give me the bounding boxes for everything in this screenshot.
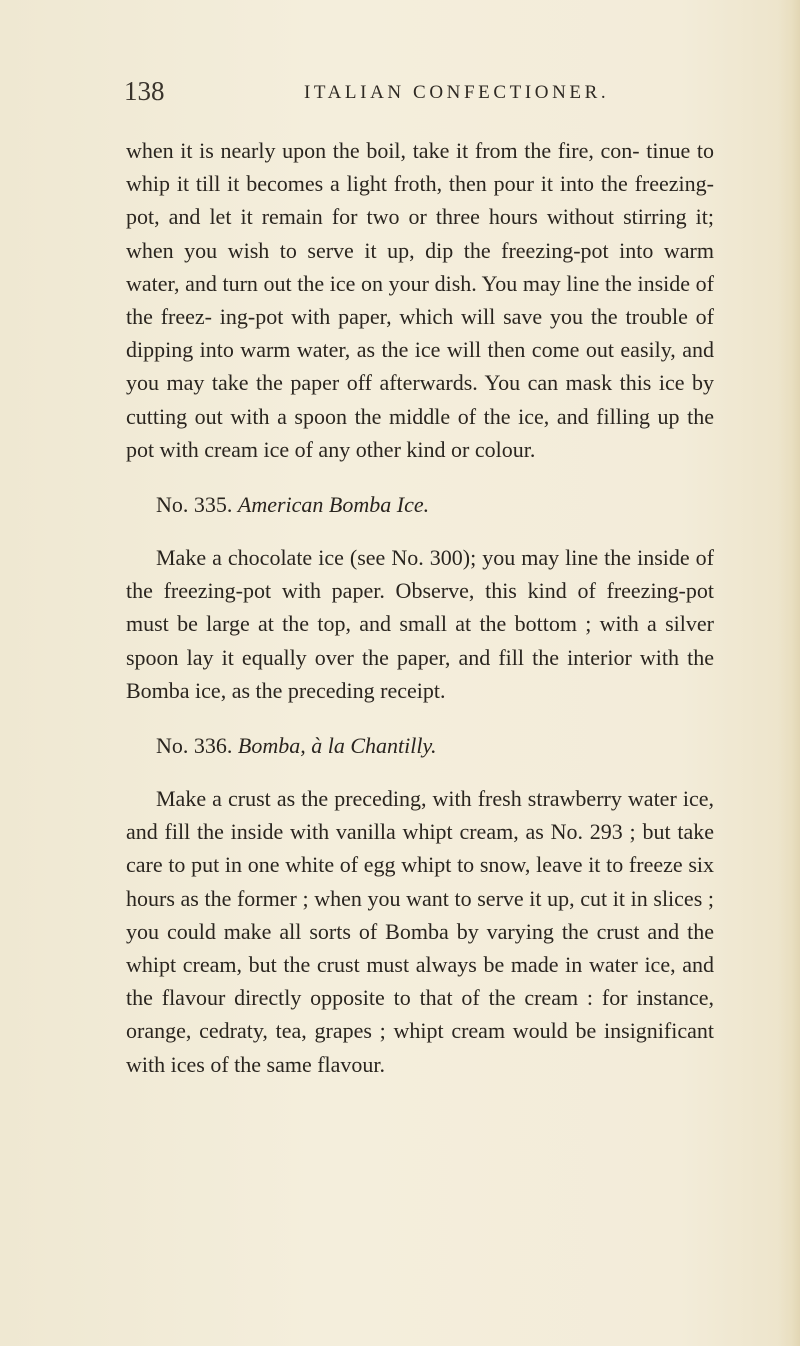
recipe-body: Make a crust as the preceding, with fresh strawberry water ice, and fill the inside with vanilla whipt cream, as No. 293 ; but take care to put in one white of egg whipt to snow, leave it to freeze six hours as the former ; when you want to serve it up, cut it in slices ; you could make all sorts of Bomba by varying the crust and the whipt cream, but the crust must always be made in water ice, and the flavour directly opposite to that of the cream : for instance, orange, cedraty, tea, grapes ; whipt cream would be insignificant with ices of the same flavour. xyxy=(126,786,714,1077)
intro-paragraph: when it is nearly upon the boil, take it from the fire, con- tinue to whip it till it becomes a light froth, then pour it into the freezing-pot, and let it remain for two or three hours without stirring it; when you wish to serve it up, dip the freezing-pot into warm water, and turn out the ice on your dish. You may line the inside of the freez- ing-pot with paper, which will save you the trouble of dipping into warm water, as the ice will then come out easily, and you may take the paper off afterwards. You can mask this ice by cutting out with a spoon the middle of the ice, and filling up the pot with cream ice of any other kind or colour. xyxy=(126,138,714,462)
recipe-number: No. 336. xyxy=(156,733,233,759)
recipe-336 xyxy=(126,729,714,1081)
recipe-heading xyxy=(126,729,714,762)
page-header xyxy=(124,76,690,116)
recipe-335 xyxy=(126,488,714,707)
page-edge-shadow xyxy=(778,0,800,1346)
body-text xyxy=(126,134,714,1081)
page-number: 138 xyxy=(124,76,165,106)
recipe-number: No. 335. xyxy=(156,492,233,518)
recipe-heading xyxy=(126,488,714,521)
recipe-title: American Bomba Ice. xyxy=(237,492,430,518)
running-title: ITALIAN CONFECTIONER. xyxy=(304,82,610,103)
recipe-title: Bomba, à la Chantilly. xyxy=(237,733,437,759)
recipe-body: Make a chocolate ice (see No. 300); you may line the inside of the freezing-pot with paper. Observe, this kind of freezing-pot must be large at the top, and small at the bottom ; with a silver spoon lay it equally over the paper, and fill the interior with the Bomba ice, as the preceding receipt. xyxy=(126,545,714,703)
